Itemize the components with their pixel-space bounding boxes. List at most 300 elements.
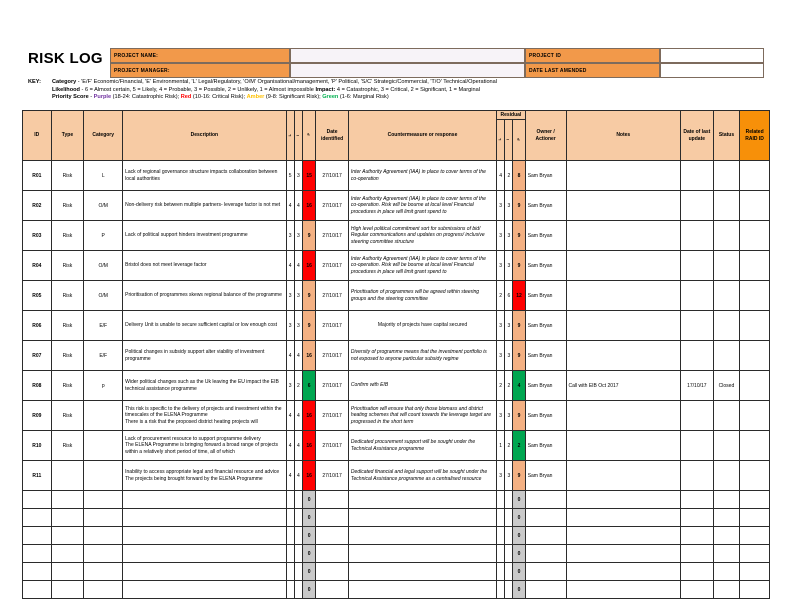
- cell-residual-impact[interactable]: 2: [505, 161, 513, 191]
- cell-related-raid[interactable]: [740, 545, 770, 563]
- cell-id: R07: [23, 341, 52, 371]
- cell-date-identified[interactable]: [316, 509, 349, 527]
- cell-residual-impact[interactable]: [505, 545, 513, 563]
- cell-category[interactable]: [84, 509, 123, 527]
- cell-description[interactable]: Delivery Unit is unable to secure sufficient capital or low enough cost: [123, 311, 286, 341]
- cell-status[interactable]: [713, 341, 740, 371]
- cell-date-last-update[interactable]: [680, 191, 713, 221]
- cell-impact[interactable]: 4: [294, 461, 302, 491]
- cell-impact[interactable]: 4: [294, 251, 302, 281]
- cell-residual-likelihood[interactable]: 4: [497, 161, 505, 191]
- cell-date-last-update[interactable]: [680, 563, 713, 581]
- cell-likelihood[interactable]: 4: [286, 431, 294, 461]
- cell-notes[interactable]: [566, 191, 680, 221]
- cell-residual-likelihood[interactable]: 3: [497, 191, 505, 221]
- cell-likelihood[interactable]: 3: [286, 371, 294, 401]
- cell-description[interactable]: Lack of procurement resource to support programme delivery The ELENA Programme is bringing forward a broad range of projects within a relatively short period of time, all of which: [123, 431, 286, 461]
- cell-description[interactable]: Bristol does not meet leverage factor: [123, 251, 286, 281]
- cell-category[interactable]: [84, 527, 123, 545]
- cell-date-last-update[interactable]: [680, 527, 713, 545]
- cell-residual-impact[interactable]: [505, 491, 513, 509]
- cell-impact[interactable]: 4: [294, 341, 302, 371]
- cell-date-last-update[interactable]: 17/10/17: [680, 371, 713, 401]
- cell-residual-impact[interactable]: [505, 527, 513, 545]
- cell-countermeasure[interactable]: High level political commitment sort for submissions of bid/ Regular communications and updates on progress/ inclusive steering committee structure: [348, 221, 496, 251]
- cell-related-raid[interactable]: [740, 281, 770, 311]
- key-red-label: Red: [180, 94, 192, 101]
- cell-residual-likelihood[interactable]: 3: [497, 251, 505, 281]
- cell-owner[interactable]: Sam Bryan: [525, 221, 566, 251]
- cell-type[interactable]: Risk: [51, 371, 84, 401]
- cell-category[interactable]: O/M: [84, 281, 123, 311]
- cell-residual-priority-score: 0: [513, 527, 525, 545]
- cell-owner[interactable]: Sam Bryan: [525, 431, 566, 461]
- cell-id[interactable]: [23, 545, 52, 563]
- cell-countermeasure[interactable]: Prioritisation of programmes will be agreed within steering groups and the steering committee: [348, 281, 496, 311]
- cell-residual-likelihood[interactable]: 2: [497, 371, 505, 401]
- cell-priority-score: 0: [302, 527, 315, 545]
- cell-residual-impact[interactable]: [505, 563, 513, 581]
- cell-type[interactable]: Risk: [51, 251, 84, 281]
- cell-category[interactable]: [84, 545, 123, 563]
- cell-owner[interactable]: [525, 527, 566, 545]
- cell-description[interactable]: [123, 509, 286, 527]
- cell-residual-likelihood[interactable]: 3: [497, 221, 505, 251]
- cell-description[interactable]: [123, 581, 286, 599]
- cell-related-raid[interactable]: [740, 371, 770, 401]
- cell-notes[interactable]: [566, 509, 680, 527]
- cell-date-last-update[interactable]: [680, 491, 713, 509]
- cell-residual-likelihood[interactable]: 3: [497, 401, 505, 431]
- cell-date-last-update[interactable]: [680, 281, 713, 311]
- cell-residual-impact[interactable]: 2: [505, 371, 513, 401]
- col-priority: P: [302, 111, 315, 161]
- key-green-label: Green: [322, 94, 339, 101]
- cell-related-raid[interactable]: [740, 401, 770, 431]
- table-row[interactable]: [23, 527, 770, 545]
- table-row[interactable]: [23, 581, 770, 599]
- cell-status[interactable]: [713, 545, 740, 563]
- cell-status[interactable]: [713, 581, 740, 599]
- table-row[interactable]: [23, 563, 770, 581]
- risk-table-head: [23, 111, 770, 161]
- cell-owner[interactable]: Sam Bryan: [525, 341, 566, 371]
- cell-countermeasure[interactable]: Inter Authority Agreement (IAA) in place to cover terms of the co-operation: [348, 161, 496, 191]
- cell-residual-priority-score: 0: [513, 545, 525, 563]
- table-row[interactable]: [23, 221, 770, 251]
- cell-id[interactable]: [23, 581, 52, 599]
- cell-id[interactable]: [23, 509, 52, 527]
- cell-countermeasure[interactable]: Prioritisation will ensure that only those biomass and district heating schemes that will count towards the leverage target are progressed in the short term: [348, 401, 496, 431]
- cell-countermeasure[interactable]: Diversity of programme means that the investment portfolio is not exposed to anyone particular subsidy regime: [348, 341, 496, 371]
- cell-type[interactable]: Risk: [51, 401, 84, 431]
- project-id-input[interactable]: [660, 48, 764, 63]
- cell-residual-likelihood[interactable]: 1: [497, 431, 505, 461]
- cell-category[interactable]: p: [84, 371, 123, 401]
- cell-owner[interactable]: [525, 581, 566, 599]
- cell-residual-impact[interactable]: 6: [505, 281, 513, 311]
- cell-countermeasure[interactable]: [348, 545, 496, 563]
- table-row[interactable]: [23, 251, 770, 281]
- cell-status[interactable]: [713, 527, 740, 545]
- table-row[interactable]: [23, 545, 770, 563]
- cell-date-identified[interactable]: 27/10/17: [316, 311, 349, 341]
- cell-residual-likelihood[interactable]: 2: [497, 281, 505, 311]
- cell-notes[interactable]: [566, 431, 680, 461]
- cell-countermeasure[interactable]: [348, 527, 496, 545]
- cell-related-raid[interactable]: [740, 431, 770, 461]
- cell-related-raid[interactable]: [740, 491, 770, 509]
- cell-residual-priority-score: 9: [513, 251, 525, 281]
- cell-status[interactable]: [713, 563, 740, 581]
- cell-residual-likelihood[interactable]: [497, 509, 505, 527]
- cell-notes[interactable]: [566, 563, 680, 581]
- key-label: KEY:: [28, 79, 41, 85]
- cell-residual-impact[interactable]: 3: [505, 251, 513, 281]
- cell-id[interactable]: [23, 491, 52, 509]
- cell-type[interactable]: Risk: [51, 281, 84, 311]
- cell-impact[interactable]: [294, 509, 302, 527]
- cell-residual-impact[interactable]: [505, 509, 513, 527]
- cell-residual-impact[interactable]: 3: [505, 191, 513, 221]
- cell-type[interactable]: Risk: [51, 221, 84, 251]
- cell-category[interactable]: [84, 401, 123, 431]
- cell-owner[interactable]: [525, 563, 566, 581]
- cell-notes[interactable]: [566, 581, 680, 599]
- cell-likelihood[interactable]: 3: [286, 281, 294, 311]
- cell-category[interactable]: [84, 581, 123, 599]
- cell-notes[interactable]: [566, 545, 680, 563]
- cell-status[interactable]: [713, 431, 740, 461]
- cell-owner[interactable]: Sam Bryan: [525, 311, 566, 341]
- cell-date-identified[interactable]: 27/10/17: [316, 191, 349, 221]
- table-row[interactable]: [23, 431, 770, 461]
- cell-impact[interactable]: 4: [294, 401, 302, 431]
- cell-date-last-update[interactable]: [680, 461, 713, 491]
- cell-date-identified[interactable]: [316, 527, 349, 545]
- cell-date-identified[interactable]: 27/10/17: [316, 431, 349, 461]
- cell-residual-priority-score: 9: [513, 401, 525, 431]
- cell-residual-likelihood[interactable]: [497, 491, 505, 509]
- cell-related-raid[interactable]: [740, 527, 770, 545]
- cell-status[interactable]: [713, 401, 740, 431]
- cell-type[interactable]: [51, 581, 84, 599]
- cell-countermeasure[interactable]: Confirm with EIB: [348, 371, 496, 401]
- cell-description[interactable]: Inability to access appropriate legal and financial resource and advice The projects being brought forward by the ELENA Programme: [123, 461, 286, 491]
- cell-residual-priority-score: 2: [513, 431, 525, 461]
- cell-residual-likelihood[interactable]: [497, 527, 505, 545]
- cell-date-last-update[interactable]: [680, 545, 713, 563]
- cell-category[interactable]: [84, 461, 123, 491]
- cell-id[interactable]: [23, 527, 52, 545]
- cell-description[interactable]: Lack of political support hinders investment programme: [123, 221, 286, 251]
- cell-likelihood[interactable]: [286, 509, 294, 527]
- cell-date-identified[interactable]: 27/10/17: [316, 161, 349, 191]
- cell-notes[interactable]: [566, 251, 680, 281]
- cell-type[interactable]: Risk: [51, 161, 84, 191]
- cell-category[interactable]: [84, 491, 123, 509]
- cell-status[interactable]: Closed: [713, 371, 740, 401]
- cell-status[interactable]: [713, 161, 740, 191]
- cell-impact[interactable]: [294, 545, 302, 563]
- cell-date-identified[interactable]: 27/10/17: [316, 281, 349, 311]
- cell-id: R10: [23, 431, 52, 461]
- cell-notes[interactable]: [566, 161, 680, 191]
- col-impact: I: [294, 111, 302, 161]
- key-category-line: [52, 79, 497, 87]
- cell-owner[interactable]: Sam Bryan: [525, 281, 566, 311]
- cell-owner[interactable]: Sam Bryan: [525, 371, 566, 401]
- cell-date-identified[interactable]: 27/10/17: [316, 461, 349, 491]
- project-name-input[interactable]: [290, 48, 525, 63]
- table-row[interactable]: [23, 461, 770, 491]
- cell-likelihood[interactable]: [286, 527, 294, 545]
- cell-description[interactable]: [123, 545, 286, 563]
- cell-status[interactable]: [713, 281, 740, 311]
- cell-description[interactable]: [123, 563, 286, 581]
- cell-residual-impact[interactable]: 3: [505, 311, 513, 341]
- cell-type[interactable]: Risk: [51, 341, 84, 371]
- cell-notes[interactable]: [566, 491, 680, 509]
- cell-impact[interactable]: 4: [294, 191, 302, 221]
- cell-residual-priority-score: 9: [513, 221, 525, 251]
- cell-type[interactable]: [51, 461, 84, 491]
- cell-residual-impact[interactable]: 3: [505, 221, 513, 251]
- key-amber-text: (9-8: Significant Risk);: [264, 94, 323, 101]
- cell-notes[interactable]: [566, 281, 680, 311]
- cell-impact[interactable]: 4: [294, 431, 302, 461]
- cell-date-identified[interactable]: 27/10/17: [316, 401, 349, 431]
- cell-type[interactable]: [51, 527, 84, 545]
- cell-residual-likelihood[interactable]: 3: [497, 311, 505, 341]
- cell-notes[interactable]: [566, 221, 680, 251]
- cell-impact[interactable]: 2: [294, 371, 302, 401]
- table-row[interactable]: [23, 341, 770, 371]
- cell-countermeasure[interactable]: [348, 509, 496, 527]
- cell-notes[interactable]: [566, 527, 680, 545]
- cell-likelihood[interactable]: 4: [286, 401, 294, 431]
- table-row[interactable]: [23, 401, 770, 431]
- key-likelihood-text: - 6 = Almost certain, 5 = Likely, 4 = Probable, 3 = Possible, 2 = Unlikely, 1 = Almost impossible: [79, 86, 316, 93]
- cell-type[interactable]: [51, 491, 84, 509]
- cell-impact[interactable]: [294, 491, 302, 509]
- cell-countermeasure[interactable]: Majority of projects have capital secured: [348, 311, 496, 341]
- cell-owner[interactable]: Sam Bryan: [525, 161, 566, 191]
- cell-description[interactable]: Prioritisation of programmes skews regional balance of the programme: [123, 281, 286, 311]
- cell-residual-impact[interactable]: 3: [505, 401, 513, 431]
- cell-type[interactable]: [51, 563, 84, 581]
- project-manager-row: [110, 63, 764, 78]
- cell-id[interactable]: [23, 563, 52, 581]
- cell-date-identified[interactable]: [316, 581, 349, 599]
- cell-likelihood[interactable]: 4: [286, 461, 294, 491]
- document-header: [28, 48, 764, 78]
- cell-description[interactable]: Lack of regional governance structure impacts collaboration between local authorities: [123, 161, 286, 191]
- cell-countermeasure[interactable]: Inter Authority Agreement (IAA) in place to cover terms of the co-operation. Risk will be bourne at local level Financial procedures in place will limit grant spend to: [348, 251, 496, 281]
- cell-date-last-update[interactable]: [680, 509, 713, 527]
- cell-impact[interactable]: 3: [294, 161, 302, 191]
- cell-type[interactable]: Risk: [51, 191, 84, 221]
- cell-date-last-update[interactable]: [680, 401, 713, 431]
- col-type: Type: [51, 111, 84, 161]
- cell-residual-likelihood[interactable]: 3: [497, 341, 505, 371]
- cell-category[interactable]: P: [84, 221, 123, 251]
- project-manager-input[interactable]: [290, 63, 525, 78]
- cell-type[interactable]: Risk: [51, 431, 84, 461]
- cell-likelihood[interactable]: 5: [286, 161, 294, 191]
- cell-owner[interactable]: [525, 491, 566, 509]
- cell-date-identified[interactable]: [316, 545, 349, 563]
- table-row[interactable]: [23, 191, 770, 221]
- cell-likelihood[interactable]: 3: [286, 311, 294, 341]
- cell-category[interactable]: E/F: [84, 341, 123, 371]
- cell-likelihood[interactable]: [286, 545, 294, 563]
- cell-priority-score: 16: [302, 431, 315, 461]
- cell-date-last-update[interactable]: [680, 251, 713, 281]
- cell-id: R06: [23, 311, 52, 341]
- col-residual-likelihood: L: [497, 120, 505, 161]
- cell-status[interactable]: [713, 191, 740, 221]
- cell-date-last-update[interactable]: [680, 431, 713, 461]
- cell-date-identified[interactable]: 27/10/17: [316, 251, 349, 281]
- cell-notes[interactable]: [566, 311, 680, 341]
- cell-date-last-update[interactable]: [680, 161, 713, 191]
- cell-related-raid[interactable]: [740, 581, 770, 599]
- cell-countermeasure[interactable]: [348, 491, 496, 509]
- cell-residual-impact[interactable]: [505, 581, 513, 599]
- cell-likelihood[interactable]: [286, 563, 294, 581]
- cell-impact[interactable]: [294, 563, 302, 581]
- cell-related-raid[interactable]: [740, 341, 770, 371]
- cell-category[interactable]: O/M: [84, 251, 123, 281]
- cell-related-raid[interactable]: [740, 251, 770, 281]
- cell-category[interactable]: O/M: [84, 191, 123, 221]
- cell-related-raid[interactable]: [740, 311, 770, 341]
- cell-date-last-update[interactable]: [680, 221, 713, 251]
- cell-notes[interactable]: [566, 401, 680, 431]
- cell-status[interactable]: [713, 509, 740, 527]
- cell-impact[interactable]: 3: [294, 311, 302, 341]
- cell-status[interactable]: [713, 251, 740, 281]
- cell-related-raid[interactable]: [740, 563, 770, 581]
- cell-related-raid[interactable]: [740, 509, 770, 527]
- key-likelihood-line: [52, 87, 497, 95]
- cell-owner[interactable]: Sam Bryan: [525, 461, 566, 491]
- cell-status[interactable]: [713, 461, 740, 491]
- cell-countermeasure[interactable]: [348, 563, 496, 581]
- cell-countermeasure[interactable]: Dedicated procurement support will be sought under the Technical Assistance programme: [348, 431, 496, 461]
- cell-description[interactable]: [123, 491, 286, 509]
- cell-category[interactable]: [84, 431, 123, 461]
- cell-priority-score: 0: [302, 545, 315, 563]
- key-category-label: Category: [52, 79, 77, 85]
- cell-date-identified[interactable]: 27/10/17: [316, 371, 349, 401]
- cell-countermeasure[interactable]: Dedicated financial and legal support will be sought under the Technical Assistance programme as a centralised resource: [348, 461, 496, 491]
- cell-date-last-update[interactable]: [680, 581, 713, 599]
- cell-impact[interactable]: 3: [294, 281, 302, 311]
- cell-owner[interactable]: Sam Bryan: [525, 191, 566, 221]
- cell-residual-impact[interactable]: 3: [505, 461, 513, 491]
- cell-type[interactable]: Risk: [51, 311, 84, 341]
- cell-priority-score: 16: [302, 251, 315, 281]
- cell-description[interactable]: Non-delivery risk between multiple partners- leverage factor is not met: [123, 191, 286, 221]
- cell-category[interactable]: L: [84, 161, 123, 191]
- cell-related-raid[interactable]: [740, 161, 770, 191]
- table-row[interactable]: [23, 161, 770, 191]
- cell-date-identified[interactable]: 27/10/17: [316, 341, 349, 371]
- cell-residual-impact[interactable]: 2: [505, 431, 513, 461]
- cell-priority-score: 16: [302, 461, 315, 491]
- cell-related-raid[interactable]: [740, 221, 770, 251]
- cell-likelihood[interactable]: [286, 581, 294, 599]
- cell-related-raid[interactable]: [740, 191, 770, 221]
- cell-countermeasure[interactable]: [348, 581, 496, 599]
- cell-description[interactable]: Political changes in subsidy support alter viability of investment programme: [123, 341, 286, 371]
- cell-owner[interactable]: [525, 509, 566, 527]
- col-owner: Owner / Actioner: [525, 111, 566, 161]
- cell-date-last-update[interactable]: [680, 311, 713, 341]
- cell-category[interactable]: [84, 563, 123, 581]
- cell-description[interactable]: [123, 527, 286, 545]
- cell-notes[interactable]: [566, 341, 680, 371]
- cell-date-last-update[interactable]: [680, 341, 713, 371]
- table-row[interactable]: [23, 491, 770, 509]
- cell-likelihood[interactable]: [286, 491, 294, 509]
- cell-id: R03: [23, 221, 52, 251]
- cell-type[interactable]: [51, 509, 84, 527]
- cell-likelihood[interactable]: 4: [286, 341, 294, 371]
- cell-countermeasure[interactable]: Inter Authority Agreement (IAA) in place to cover terms of the co-operation. Risk will be bourne at local level Financial procedures in place will limit grant spend to: [348, 191, 496, 221]
- table-row[interactable]: [23, 281, 770, 311]
- cell-status[interactable]: [713, 311, 740, 341]
- key-category-text: - 'E/F' Economic/Financial, 'E' Environmental, 'L' Legal/Regulatory, 'O/M' Organisational/management, 'P' Political, 'S/C' Strategic/Commercial, 'T/O' Technical/Operational: [76, 79, 498, 85]
- cell-related-raid[interactable]: [740, 461, 770, 491]
- cell-likelihood[interactable]: 4: [286, 191, 294, 221]
- col-related-raid: Related RAID ID: [740, 111, 770, 161]
- cell-likelihood[interactable]: 4: [286, 251, 294, 281]
- cell-residual-likelihood[interactable]: [497, 581, 505, 599]
- cell-residual-likelihood[interactable]: [497, 563, 505, 581]
- date-last-amended-input[interactable]: [660, 63, 764, 78]
- cell-status[interactable]: [713, 491, 740, 509]
- cell-residual-likelihood[interactable]: [497, 545, 505, 563]
- cell-impact[interactable]: 3: [294, 221, 302, 251]
- cell-description[interactable]: This risk is specific to the delivery of projects and investment within the timescales of the ELENA Programme There is a risk that the proposed district heating projects will: [123, 401, 286, 431]
- cell-likelihood[interactable]: 3: [286, 221, 294, 251]
- table-row[interactable]: [23, 311, 770, 341]
- cell-notes[interactable]: Call with EIB Oct 2017: [566, 371, 680, 401]
- cell-owner[interactable]: Sam Bryan: [525, 401, 566, 431]
- table-row[interactable]: [23, 371, 770, 401]
- cell-residual-likelihood[interactable]: 3: [497, 461, 505, 491]
- cell-residual-impact[interactable]: 3: [505, 341, 513, 371]
- cell-description[interactable]: Wider political changes such as the Uk leaving the EU impact the EIB technical assistance programme: [123, 371, 286, 401]
- cell-date-identified[interactable]: [316, 563, 349, 581]
- cell-date-identified[interactable]: [316, 491, 349, 509]
- cell-owner[interactable]: [525, 545, 566, 563]
- cell-date-identified[interactable]: 27/10/17: [316, 221, 349, 251]
- cell-notes[interactable]: [566, 461, 680, 491]
- cell-status[interactable]: [713, 221, 740, 251]
- cell-id: R01: [23, 161, 52, 191]
- table-row[interactable]: [23, 509, 770, 527]
- col-residual-priority: P: [513, 120, 525, 161]
- cell-impact[interactable]: [294, 527, 302, 545]
- cell-category[interactable]: E/F: [84, 311, 123, 341]
- cell-impact[interactable]: [294, 581, 302, 599]
- cell-owner[interactable]: Sam Bryan: [525, 251, 566, 281]
- cell-type[interactable]: [51, 545, 84, 563]
